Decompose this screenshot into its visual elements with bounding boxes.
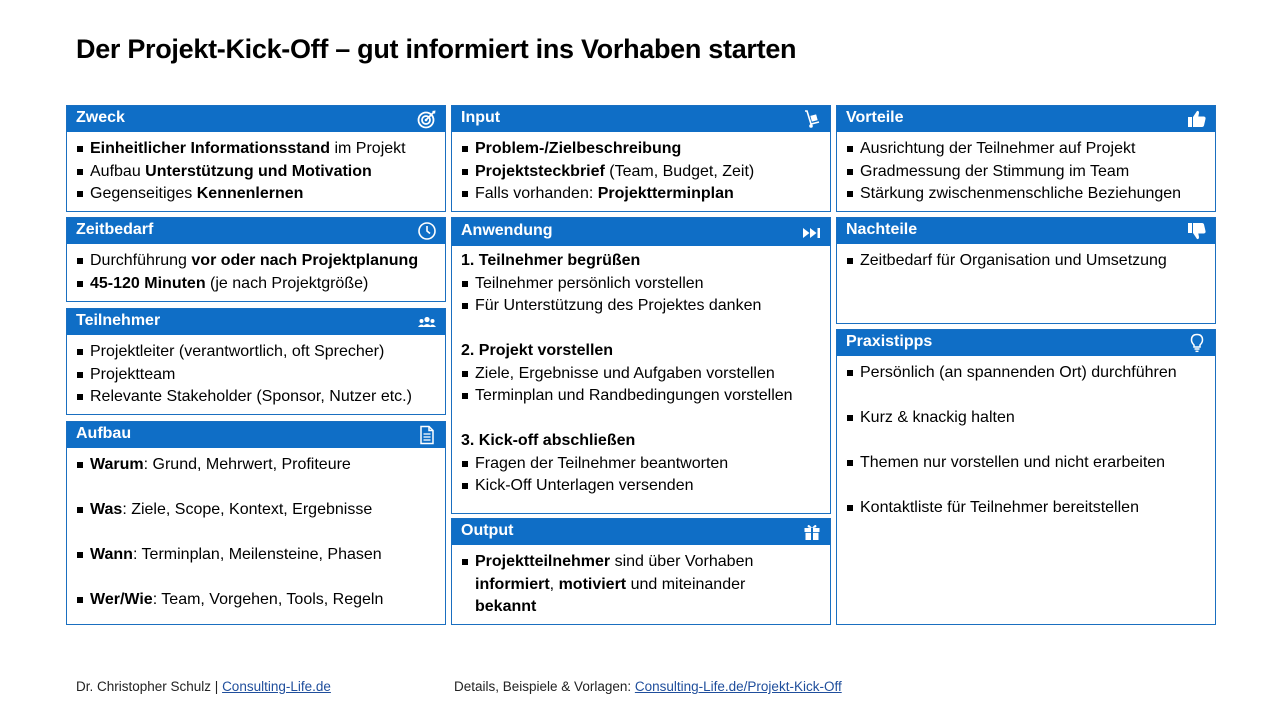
list-item: Problem-/Zielbeschreibung — [461, 138, 822, 161]
card-title: Zeitbedarf — [76, 221, 154, 238]
card-vorteile — [836, 105, 1216, 212]
list-item: Für Unterstützung des Projektes danken — [461, 295, 822, 318]
page-title: Der Projekt-Kick-Off – gut informiert ins Vorhaben starten — [76, 34, 797, 64]
list-item: Kick-Off Unterlagen versenden — [461, 475, 822, 498]
card-zweck — [66, 105, 446, 212]
gift-icon — [802, 522, 822, 542]
list-item: Projektsteckbrief (Team, Budget, Zeit) — [461, 161, 822, 184]
card-header — [837, 218, 1215, 244]
list-item: Teilnehmer persönlich vorstellen — [461, 273, 822, 296]
list-item: Projektteam — [76, 364, 437, 387]
list-item: Zeitbedarf für Organisation und Umsetzung — [846, 250, 1207, 273]
list-item: Kontaktliste für Teilnehmer bereitstellen — [846, 497, 1207, 520]
list-item: Wann: Terminplan, Meilensteine, Phasen — [76, 544, 437, 567]
list-item: 45-120 Minuten (je nach Projektgröße) — [76, 273, 437, 296]
list-item: Projektleiter (verantwortlich, oft Sprecher) — [76, 341, 437, 364]
list-item: Themen nur vorstellen und nicht erarbeiten — [846, 452, 1207, 475]
card-title: Vorteile — [846, 109, 904, 126]
list-item: Projektteilnehmer sind über Vorhaben informiert, motiviert und miteinander bekannt — [461, 551, 822, 619]
list-item: Ausrichtung der Teilnehmer auf Projekt — [846, 138, 1207, 161]
card-header — [67, 309, 445, 335]
step-heading: 1. Teilnehmer begrüßen — [461, 252, 641, 269]
list-item: Gegenseitiges Kennenlernen — [76, 183, 437, 206]
card-title: Aufbau — [76, 425, 132, 442]
card-output — [451, 518, 831, 625]
lightbulb-icon — [1187, 333, 1207, 353]
list-item: Kurz & knackig halten — [846, 407, 1207, 430]
clock-icon — [417, 221, 437, 241]
list-item: Persönlich (an spannenden Ort) durchführen — [846, 362, 1207, 385]
card-input — [451, 105, 831, 212]
list-item: Wer/Wie: Team, Vorgehen, Tools, Regeln — [76, 589, 437, 612]
card-title: Zweck — [76, 109, 125, 126]
list-item: Einheitlicher Informationsstand im Projekt — [76, 138, 437, 161]
card-header — [67, 106, 445, 132]
card-title: Input — [461, 109, 501, 126]
list-item: Falls vorhanden: Projektterminplan — [461, 183, 822, 206]
list-item: Durchführung vor oder nach Projektplanung — [76, 250, 437, 273]
people-icon — [417, 312, 437, 332]
details-link[interactable]: Consulting-Life.de/Projekt-Kick-Off — [634, 679, 842, 694]
step-heading: 2. Projekt vorstellen — [461, 342, 614, 359]
card-anwendung — [451, 217, 831, 514]
list-item: Terminplan und Randbedingungen vorstellen — [461, 385, 822, 408]
card-title: Praxistipps — [846, 333, 933, 350]
card-zeitbedarf — [66, 217, 446, 302]
card-header — [67, 422, 445, 448]
footer-author: Dr. Christopher Schulz | Consulting-Life.de — [76, 679, 331, 694]
card-nachteile — [836, 217, 1216, 324]
card-header — [452, 106, 830, 132]
card-title: Anwendung — [461, 222, 553, 239]
list-item: Gradmessung der Stimmung im Team — [846, 161, 1207, 184]
hand-truck-icon — [802, 109, 822, 129]
fast-forward-icon — [802, 223, 822, 243]
card-praxistipps — [836, 329, 1216, 625]
card-title: Nachteile — [846, 221, 918, 238]
list-item: Ziele, Ergebnisse und Aufgaben vorstellen — [461, 363, 822, 386]
document-icon — [417, 425, 437, 445]
card-header — [452, 218, 830, 246]
card-aufbau — [66, 421, 446, 625]
author-link[interactable]: Consulting-Life.de — [222, 679, 331, 694]
thumbs-up-icon — [1187, 109, 1207, 129]
card-header — [67, 218, 445, 244]
card-teilnehmer — [66, 308, 446, 415]
list-item: Aufbau Unterstützung und Motivation — [76, 161, 437, 184]
list-item: Relevante Stakeholder (Sponsor, Nutzer etc.) — [76, 386, 437, 409]
list-item: Stärkung zwischenmenschliche Beziehungen — [846, 183, 1207, 206]
list-item: Fragen der Teilnehmer beantworten — [461, 453, 822, 476]
card-header — [837, 106, 1215, 132]
card-header — [837, 330, 1215, 356]
step-heading: 3. Kick-off abschließen — [461, 432, 636, 449]
card-title: Teilnehmer — [76, 312, 161, 329]
list-item: Warum: Grund, Mehrwert, Profiteure — [76, 454, 437, 477]
list-item: Was: Ziele, Scope, Kontext, Ergebnisse — [76, 499, 437, 522]
footer-details: Details, Beispiele & Vorlagen: Consulting-Life.de/Projekt-Kick-Off — [454, 679, 842, 694]
card-header — [452, 519, 830, 545]
target-icon — [417, 109, 437, 129]
thumbs-down-icon — [1187, 221, 1207, 241]
card-title: Output — [461, 522, 514, 539]
